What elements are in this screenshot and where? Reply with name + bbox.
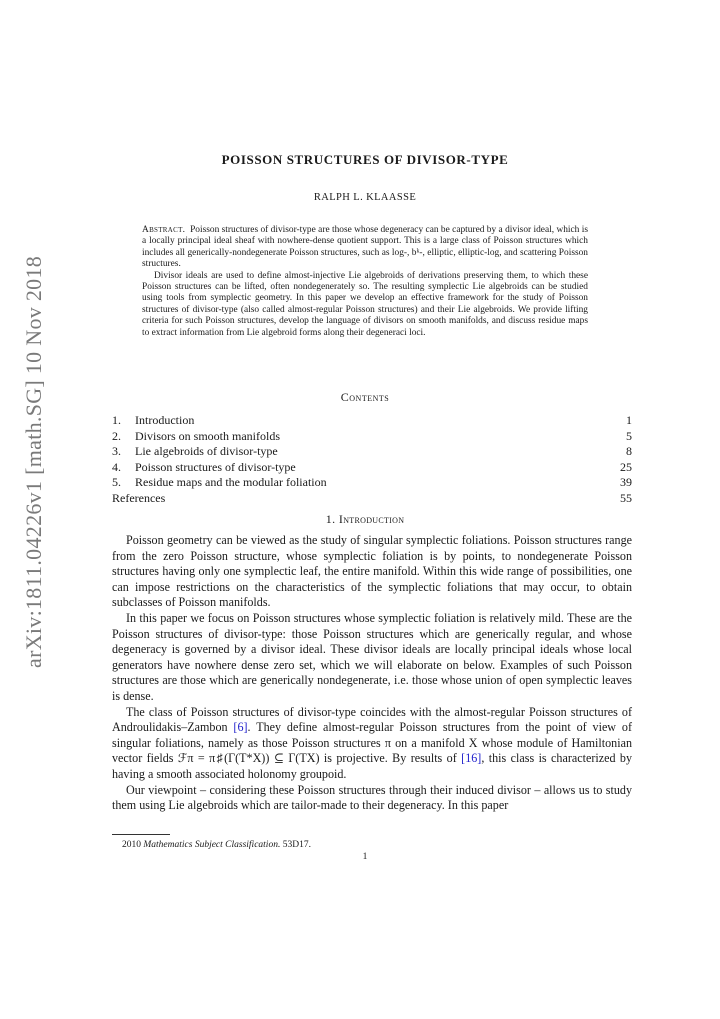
citation-link-16[interactable]: [16] bbox=[461, 751, 482, 766]
toc-item-residue-maps[interactable] bbox=[112, 475, 632, 491]
toc-item-introduction[interactable] bbox=[112, 413, 632, 429]
section-heading-introduction bbox=[0, 512, 720, 527]
toc-label: References bbox=[112, 490, 166, 505]
toc-page: 5 bbox=[626, 428, 632, 443]
abstract bbox=[142, 225, 588, 339]
paragraph-4: Our viewpoint – considering these Poisson structures through their induced divisor – allows us to study them using Lie algebroids which are tailor-made to their degeneracy. In this paper bbox=[112, 782, 632, 813]
author: RALPH L. KLAASSE bbox=[313, 192, 417, 203]
introduction-body bbox=[112, 533, 632, 814]
paragraph-3 bbox=[112, 705, 632, 783]
paragraph-3-text-a: The class of Poisson structures of divisor-type coincides with the almost-regular Poisson structures of Androulidakis–Zambon bbox=[112, 704, 632, 735]
toc-item-references[interactable] bbox=[112, 491, 632, 507]
table-of-contents bbox=[112, 413, 632, 507]
footnote-msc-label: Mathematics Subject Classification. bbox=[143, 840, 281, 850]
toc-page: 1 bbox=[626, 413, 632, 427]
toc-item-lie-algebroids[interactable] bbox=[112, 444, 632, 460]
footnote-rule bbox=[112, 834, 170, 835]
toc-label: Lie algebroids of divisor-type bbox=[135, 444, 278, 459]
toc-page: 8 bbox=[626, 444, 632, 459]
abstract-paragraph-2: Divisor ideals are used to define almost-injective Lie algebroids of derivations preserving them, to which these Poisson structures can be lifted, often nondegenerately so. The resulting symplectic Lie algebroids can be studied using tools from symplectic geometry. In this paper we develop an effective framework for the study of Poisson structures of divisor-type (also called almost-regular Poisson structures) and their Lie algebroids. We provide lifting criteria for such Poisson structures, develop the language of divisors on smooth manifolds, and discuss residue maps to extract information from Lie algebroid forms along their degeneraci loci. bbox=[142, 270, 588, 338]
abstract-text-1: Poisson structures of divisor-type are those whose degeneracy can be captured by a divisor ideal, which is a locally principal ideal sheaf with nowhere-dense quotient support. This is a large class of Poisson structures which includes all generically-nondegenerate Poisson structures, such as log-, bᵏ-, elliptic, elliptic-log, and scattering Poisson structures. bbox=[142, 225, 589, 270]
toc-page: 55 bbox=[620, 490, 632, 505]
section-number: 1. bbox=[325, 512, 336, 526]
abstract-paragraph-1 bbox=[142, 225, 588, 271]
section-title: Introduction bbox=[338, 512, 405, 526]
paragraph-3-text-c: , this class is characterized by having a smooth associated holonomy groupoid. bbox=[112, 751, 632, 781]
toc-number: 1. bbox=[112, 413, 121, 427]
footnote-year: 2010 bbox=[122, 840, 141, 850]
toc-number: 5. bbox=[112, 475, 121, 490]
toc-page: 25 bbox=[620, 459, 632, 474]
toc-item-divisors[interactable] bbox=[112, 429, 632, 445]
paragraph-2: In this paper we focus on Poisson structures whose symplectic foliation is relatively mild. These are the Poisson structures of divisor-type: those Poisson structures which are generically regular, and whose degeneracy is governed by a divisor ideal. These divisor ideals are locally principal ideals whose local generators have nowhere dense zero set, which we will elaborate on below. Examples of such Poisson structures are those which are generically nondegenerate, i.e. those whose union of open symplectic leaves is dense. bbox=[112, 610, 632, 703]
citation-link-6[interactable]: [6] bbox=[233, 720, 248, 735]
paragraph-1: Poisson geometry can be viewed as the study of singular symplectic foliations. Poisson structures range from the zero Poisson structure, whose symplectic foliation is by points, to nondegenerate Poisson structures having only one symplectic leaf, the entire manifold. Within this wide range of possibilities, one can impose restrictions on the characteristics of the symplectic foliations that may occur, to obtain subclasses of Poisson manifolds. bbox=[112, 533, 632, 610]
toc-label: Poisson structures of divisor-type bbox=[135, 459, 296, 474]
abstract-label: Abstract. bbox=[142, 225, 186, 235]
toc-label: Introduction bbox=[135, 413, 195, 427]
toc-number: 4. bbox=[112, 459, 121, 474]
toc-number: 2. bbox=[112, 428, 121, 443]
footnote bbox=[122, 840, 311, 850]
page-number: 1 bbox=[362, 852, 368, 862]
paper-title: POISSON STRUCTURES OF DIVISOR-TYPE bbox=[221, 152, 509, 167]
paragraph-3-text-b: . They define almost-regular Poisson structures from the point of view of singular foliations, namely as those Poisson structures π on a manifold X whose module of Hamiltonian vector fields ℱπ = π♯(Γ(T*X)) ⊆ Γ(TX) is projective. By results of bbox=[112, 720, 632, 766]
toc-number: 3. bbox=[112, 444, 121, 459]
arxiv-stamp: arXiv:1811.04226v1 [math.SG] 10 Nov 2018 bbox=[21, 255, 46, 668]
toc-label: Divisors on smooth manifolds bbox=[135, 428, 281, 443]
contents-heading: Contents bbox=[340, 390, 390, 404]
toc-page: 39 bbox=[620, 475, 632, 490]
footnote-msc-code: 53D17. bbox=[282, 840, 311, 850]
toc-label: Residue maps and the modular foliation bbox=[135, 475, 327, 490]
toc-item-poisson-structures[interactable] bbox=[112, 460, 632, 476]
